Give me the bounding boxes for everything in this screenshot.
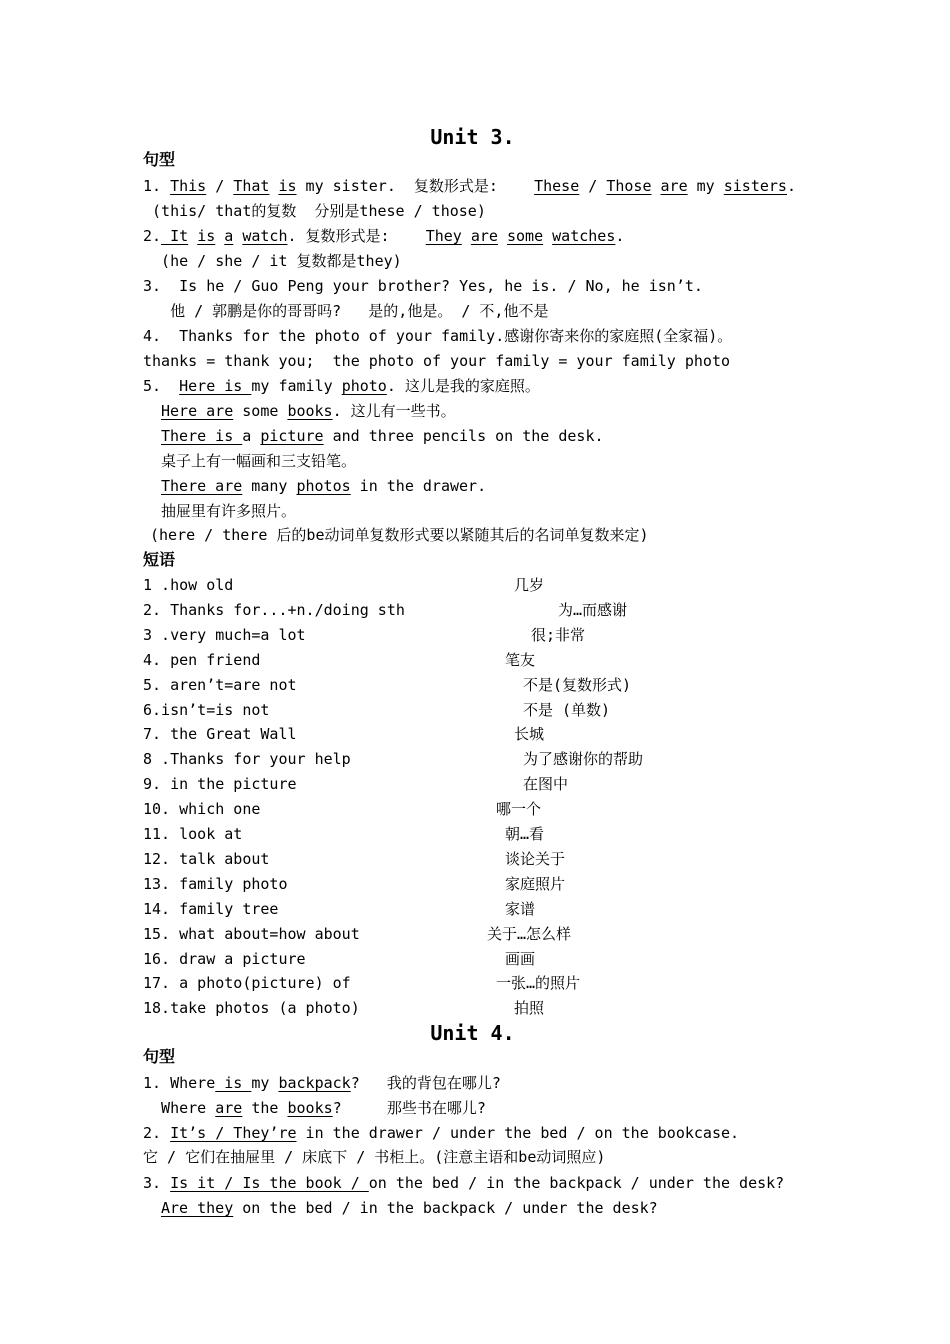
phrase-en: 6.isn’t=is not [143, 700, 270, 719]
phrase-en: 17. a photo(picture) of [143, 974, 351, 993]
phrase-en: 8 .Thanks for your help [143, 750, 351, 769]
unit3-sentence-2-note: (he / she / it 复数都是they) [143, 252, 402, 270]
unit3-phrase-heading: 短语 [143, 550, 176, 569]
phrase-en: 7. the Great Wall [143, 725, 297, 744]
unit3-sentence-1-note: (this/ that的复数 分别是these / those) [143, 202, 486, 220]
phrase-zh: 朝…看 [505, 825, 545, 843]
phrase-zh: 长城 [514, 725, 545, 744]
phrase-en: 5. aren’t=are not [143, 675, 297, 694]
phrase-en: 2. Thanks for...+n./doing sth [143, 600, 405, 619]
unit3-sentence-4-note: thanks = thank you; the photo of your family = your family photo [143, 352, 730, 370]
unit3-sentence-5d-zh: 抽屉里有许多照片。 [161, 502, 297, 520]
phrase-zh: 哪一个 [496, 800, 542, 819]
phrase-zh: 笔友 [505, 650, 536, 669]
unit3-sentence-5c-zh: 桌子上有一幅画和三支铅笔。 [161, 452, 357, 470]
phrase-en: 11. look at [143, 825, 243, 843]
phrase-zh: 不是 (单数) [523, 700, 611, 719]
phrase-zh: 为了感谢你的帮助 [523, 750, 644, 769]
unit3-sentence-heading: 句型 [143, 150, 176, 169]
phrase-zh: 很;非常 [531, 625, 586, 644]
phrase-en: 16. draw a picture [143, 949, 306, 968]
unit3-sentence-4: 4. Thanks for the photo of your family.感谢你寄来你的家庭照(全家福)。 [143, 327, 733, 345]
phrase-zh: 谈论关于 [505, 849, 566, 868]
phrase-en: 1 .how old [143, 576, 234, 594]
unit4-sentence-3b: Are they on the bed / in the backpack / under the desk? [161, 1199, 658, 1217]
phrase-en: 18.take photos (a photo) [143, 999, 360, 1018]
phrase-en: 4. pen friend [143, 650, 261, 669]
phrase-zh: 拍照 [514, 999, 545, 1018]
phrase-en: 14. family tree [143, 899, 279, 918]
phrase-zh: 家庭照片 [505, 874, 566, 893]
unit3-sentence-5-note: (here / there 后的be动词单复数形式要以紧随其后的名词单复数来定) [150, 526, 649, 544]
unit4-sentence-2: 2. It’s / They’re in the drawer / under the bed / on the bookcase. [143, 1124, 740, 1142]
unit3-sentence-5: 5. Here is my family photo. 这儿是我的家庭照。 [143, 377, 540, 395]
phrase-zh: 为…而感谢 [558, 600, 628, 619]
unit4-sentence-3: 3. Is it / Is the book / on the bed / in the backpack / under the desk? [143, 1174, 785, 1192]
phrase-en: 10. which one [143, 800, 261, 819]
unit4-sentence-1b: Where are the books? 那些书在哪儿? [143, 1099, 486, 1117]
phrase-zh: 关于…怎么样 [487, 924, 572, 943]
unit3-sentence-3: 3. Is he / Guo Peng your brother? Yes, he is. / No, he isn’t. [143, 277, 703, 295]
unit3-sentence-5c: There is a picture and three pencils on the desk. [161, 427, 604, 445]
unit3-sentence-5b: Here are some books. 这儿有一些书。 [161, 402, 456, 420]
unit3-sentence-5d: There are many photos in the drawer. [161, 477, 487, 495]
phrase-en: 13. family photo [143, 874, 288, 893]
unit4-sentence-1: 1. Where is my backpack? 我的背包在哪儿? [143, 1074, 501, 1092]
phrase-en: 9. in the picture [143, 775, 297, 794]
unit4-title: Unit 4. [430, 1021, 515, 1045]
phrase-zh: 家谱 [505, 899, 536, 918]
unit4-sentence-heading: 句型 [143, 1047, 176, 1066]
unit3-sentence-1: 1. This / That is my sister. 复数形式是: These / Those are my sisters. [143, 177, 796, 195]
phrase-en: 12. talk about [143, 849, 270, 868]
unit3-title: Unit 3. [430, 125, 515, 149]
unit4-sentence-2-zh: 它 / 它们在抽屉里 / 床底下 / 书柜上。(注意主语和be动词照应) [143, 1148, 606, 1166]
phrase-en: 15. what about=how about [143, 924, 360, 943]
unit3-sentence-2: 2. It is a watch. 复数形式是: They are some watches. [143, 227, 625, 245]
phrase-zh: 一张…的照片 [496, 974, 581, 993]
unit3-sentence-3-zh: 他 / 郭鹏是你的哥哥吗? 是的,他是。 / 不,他不是 [143, 302, 549, 320]
phrase-zh: 几岁 [514, 576, 545, 594]
phrase-en: 3 .very much=a lot [143, 625, 306, 644]
phrase-zh: 画画 [505, 949, 536, 968]
phrase-zh: 不是(复数形式) [523, 675, 632, 694]
phrase-zh: 在图中 [523, 775, 569, 794]
